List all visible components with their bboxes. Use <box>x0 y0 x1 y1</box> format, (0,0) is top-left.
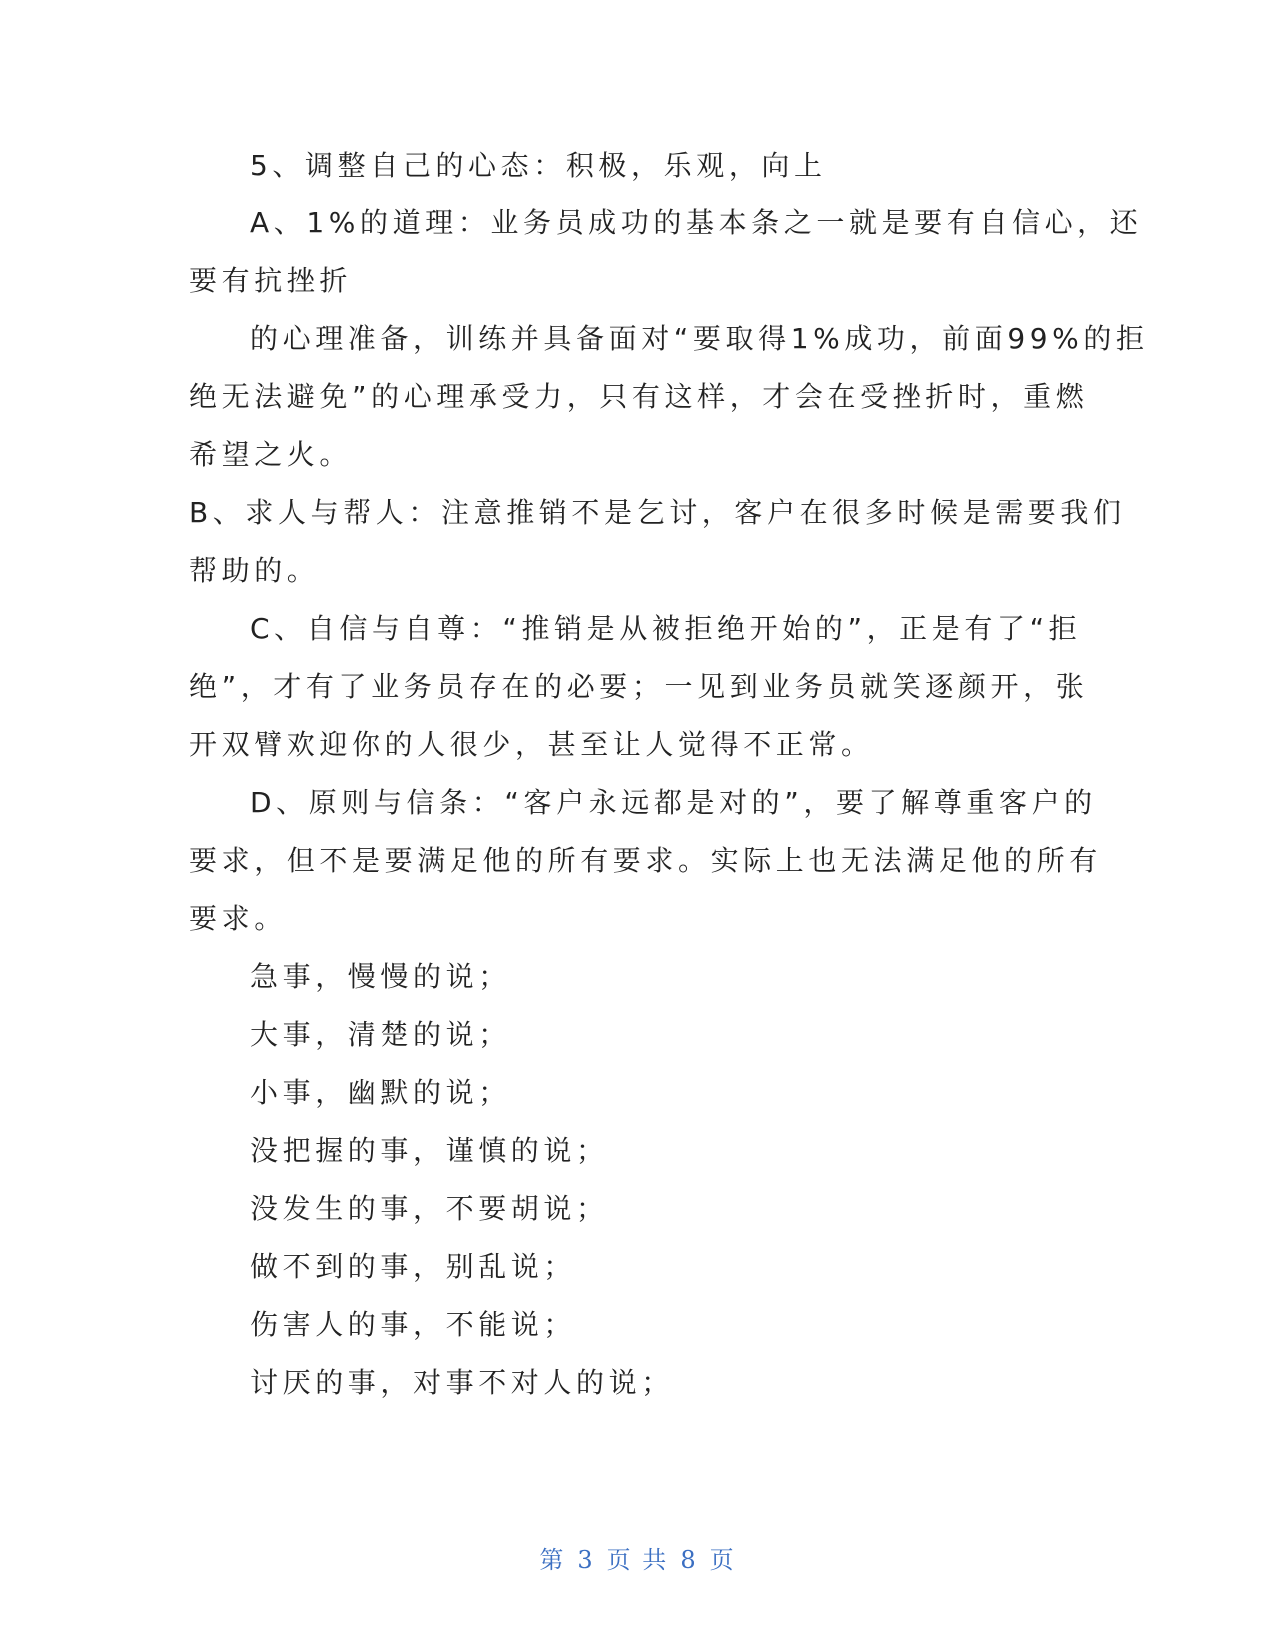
paragraph-c-line-2: 绝”，才有了业务员存在的必要；一见到业务员就笑逐颜开，张 <box>189 670 1089 703</box>
paragraph-d-line-1: D、原则与信条：“客户永远都是对的”，要了解尊重客户的 <box>250 786 1097 819</box>
saying-line-7: 伤害人的事，不能说； <box>250 1308 577 1341</box>
footer-prefix: 第 <box>539 1546 566 1574</box>
paragraph-a2-line-1: 的心理准备，训练并具备面对“要取得1%成功，前面99%的拒 <box>250 322 1149 355</box>
footer-suffix: 页 <box>709 1546 736 1574</box>
saying-line-5: 没发生的事，不要胡说； <box>250 1192 609 1225</box>
paragraph-b-line-1: B、求人与帮人：注意推销不是乞讨，客户在很多时候是需要我们 <box>189 496 1126 529</box>
paragraph-c-line-1: C、自信与自尊：“推销是从被拒绝开始的”，正是有了“拒 <box>250 612 1082 645</box>
current-page-number: 3 <box>577 1546 595 1574</box>
footer-mid: 页 共 <box>606 1546 669 1574</box>
paragraph-a-line-2: 要有抗挫折 <box>189 264 353 297</box>
paragraph-c-line-3: 开双臂欢迎你的人很少，甚至让人觉得不正常。 <box>189 728 874 761</box>
saying-line-3: 小事，幽默的说； <box>250 1076 511 1109</box>
total-page-number: 8 <box>680 1546 698 1574</box>
saying-line-2: 大事，清楚的说； <box>250 1018 511 1051</box>
saying-line-6: 做不到的事，别乱说； <box>250 1250 577 1283</box>
paragraph-a2-line-3: 希望之火。 <box>189 438 353 471</box>
page-footer <box>0 1540 1275 1575</box>
paragraph-a-line-1: A、1%的道理：业务员成功的基本条之一就是要有自信心，还 <box>250 206 1143 239</box>
saying-line-1: 急事，慢慢的说； <box>250 960 511 993</box>
saying-line-4: 没把握的事，谨慎的说； <box>250 1134 609 1167</box>
paragraph-a2-line-2: 绝无法避免”的心理承受力，只有这样，才会在受挫折时，重燃 <box>189 380 1089 413</box>
paragraph-heading-5: 5、调整自己的心态：积极，乐观，向上 <box>250 149 827 182</box>
paragraph-d-line-2: 要求，但不是要满足他的所有要求。实际上也无法满足他的所有 <box>189 844 1102 877</box>
paragraph-d-line-3: 要求。 <box>189 902 287 935</box>
saying-line-8: 讨厌的事，对事不对人的说； <box>250 1366 674 1399</box>
paragraph-b-line-2: 帮助的。 <box>189 554 320 587</box>
